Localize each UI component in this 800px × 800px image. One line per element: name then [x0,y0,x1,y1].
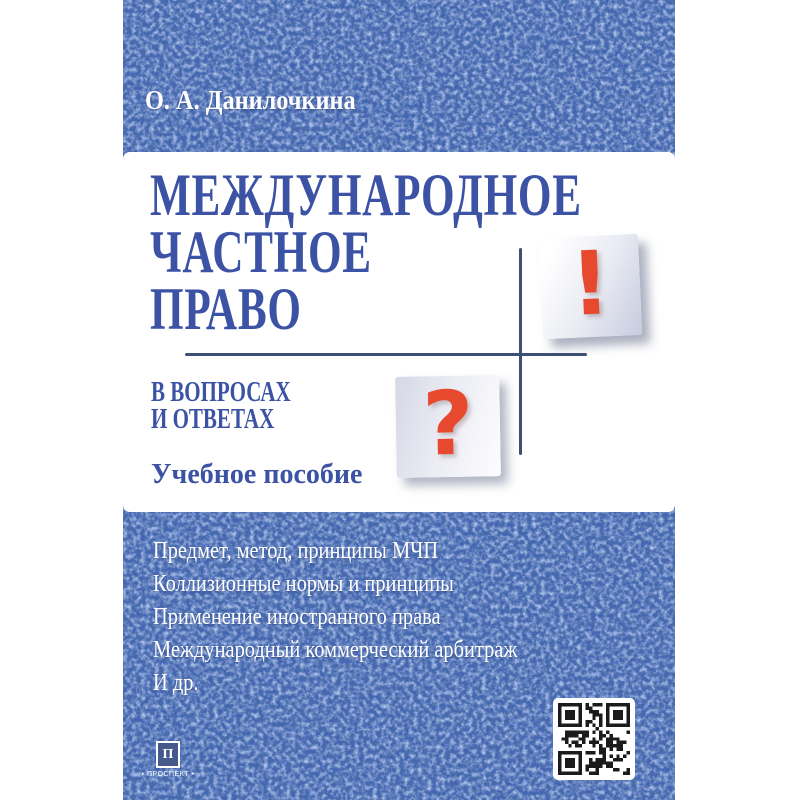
author-name: О. А. Данилочкина [145,85,356,115]
subtitle-line: В ВОПРОСАХ [151,377,291,408]
book-cover [123,0,675,800]
publisher-mark [136,741,200,778]
publisher-logo-icon: П [156,741,180,768]
edition-note: Учебное пособие [151,459,363,490]
title-panel [123,152,675,512]
topic-item: Применение иностранного права [153,604,441,630]
qr-code-icon [553,698,635,780]
exclamation-icon: ! [568,230,613,336]
topic-item: Коллизионные нормы и принципы [153,571,454,597]
title-line: ЧАСТНОЕ [150,219,372,285]
subtitle-line: И ОТВЕТАХ [151,404,275,435]
topic-item: Международный коммерческий арбитраж [153,637,518,663]
vertical-rule [519,248,522,455]
question-note [395,371,501,478]
publisher-name: • ПРОСПЕКТ • [141,771,195,778]
book-subtitle [151,379,291,433]
topic-item: Предмет, метод, принципы МЧП [153,538,439,564]
exclamation-note [539,230,642,339]
topic-list [153,535,517,700]
title-line: МЕЖДУНАРОДНОЕ [150,162,582,228]
title-line: ПРАВО [150,276,302,342]
horizontal-rule [185,353,587,356]
question-icon: ? [421,371,475,475]
book-title [150,162,582,342]
topic-item: И др. [153,670,199,696]
